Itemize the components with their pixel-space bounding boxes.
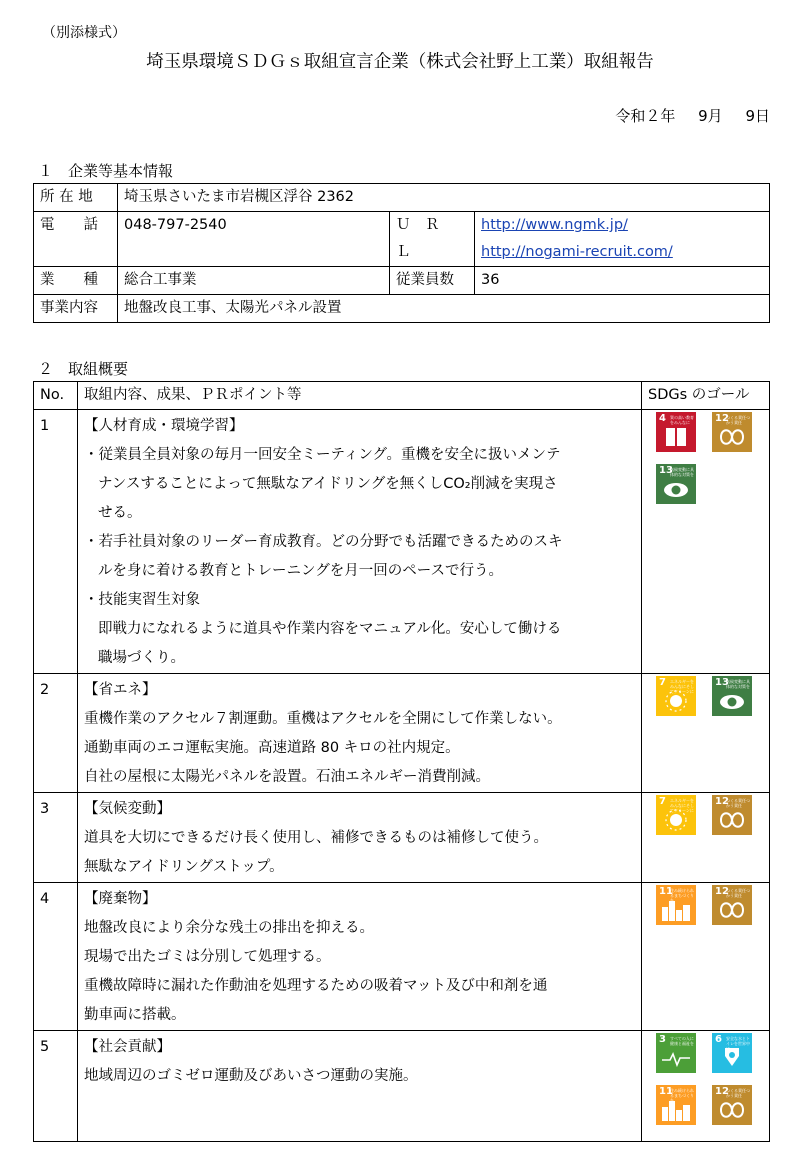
row-number: 1 — [34, 410, 78, 674]
company-url-link[interactable]: http://www.ngmk.jp/ — [481, 217, 628, 233]
sdg-goal-13-icon — [656, 464, 696, 504]
sdg-goal-label: つくる責任つかう責任 — [726, 798, 750, 808]
content-line: 自社の屋根に太陽光パネルを設置。石油エネルギー消費削減。 — [84, 769, 490, 785]
document-title: 埼玉県環境ＳＤＧｓ取組宣言企業（株式会社野上工業）取組報告 — [146, 52, 654, 72]
content-line: 【人材育成・環境学習】 — [84, 418, 244, 434]
content-line: 現場で出たゴミは分別して処理する。 — [84, 949, 331, 965]
business-row — [34, 295, 770, 323]
section1-heading: １ 企業等基本情報 — [38, 162, 174, 180]
date-era: 令和２年 — [615, 107, 676, 125]
content-line: 通勤車両のエコ運転実施。高速道路 80 キロの社内規定。 — [84, 740, 460, 756]
sdg-goal-7-icon — [656, 676, 696, 716]
sdg-goal-label: つくる責任つかう責任 — [726, 1088, 750, 1098]
sdg-goal-number: 12 — [715, 796, 729, 807]
sdg-goal-12-icon — [712, 1085, 752, 1125]
industry-label: 業 種 — [34, 267, 118, 295]
phone-value: 048-797-2540 — [118, 212, 390, 267]
sdg-goal-number: 13 — [659, 465, 673, 476]
content-line: 【省エネ】 — [84, 682, 157, 698]
content-line: ・若手社員対象のリーダー育成教育。どの分野でも活躍できるためのスキ — [84, 534, 563, 550]
url-label: Ｕ Ｒ Ｌ — [390, 212, 475, 267]
date-month: 9月 — [698, 107, 723, 125]
address-value: 埼玉県さいたま市岩槻区浮谷 2362 — [118, 184, 770, 212]
content-line: 道具を大切にできるだけ長く使用し、補修できるものは補修して使う。 — [84, 830, 548, 846]
content-line: 地域周辺のゴミゼロ運動及びあいさつ運動の実施。 — [84, 1068, 418, 1084]
content-line: 無駄なアイドリングストップ。 — [84, 859, 284, 875]
col-content-header: 取組内容、成果、ＰＲポイント等 — [78, 382, 642, 410]
sdg-goal-label: 気候変動に具体的な対策を — [670, 467, 694, 477]
sdg-goal-label: すべての人に健康と福祉を — [670, 1036, 694, 1046]
sdg-goal-6-icon — [712, 1033, 752, 1073]
sdg-goal-label: 気候変動に具体的な対策を — [726, 679, 750, 689]
employees-value: 36 — [475, 267, 770, 295]
row-goals — [642, 1031, 770, 1142]
content-line: 【廃棄物】 — [84, 891, 157, 907]
report-date — [597, 105, 770, 126]
row-number: 5 — [34, 1031, 78, 1142]
sdg-goal-label: 住み続けられるまちづくりを — [670, 1088, 694, 1103]
sdg-goal-12-icon — [712, 885, 752, 925]
business-value: 地盤改良工事、太陽光パネル設置 — [118, 295, 770, 323]
recruit-url-link[interactable]: http://nogami-recruit.com/ — [481, 244, 673, 260]
summary-row — [34, 883, 770, 1031]
date-day: 9日 — [745, 107, 770, 125]
sdg-goal-11-icon — [656, 1085, 696, 1125]
content-line: ・技能実習生対象 — [84, 592, 200, 608]
form-tag: （別添様式） — [42, 25, 126, 41]
sdg-goal-number: 7 — [659, 796, 666, 807]
url-cell-1 — [475, 212, 770, 240]
sdg-goal-label: エネルギーをみんなにそしてクリーンに — [670, 798, 694, 813]
row-number: 2 — [34, 674, 78, 793]
row-number: 4 — [34, 883, 78, 1031]
content-line: 職場づくり。 — [98, 650, 185, 666]
content-line: せる。 — [98, 505, 142, 521]
row-goals — [642, 674, 770, 793]
sdg-goal-label: つくる責任つかう責任 — [726, 888, 750, 898]
summary-header-row — [34, 382, 770, 410]
row-content — [78, 674, 642, 793]
sdg-goal-label: 安全な水とトイレを世界中に — [726, 1036, 750, 1051]
summary-row — [34, 793, 770, 883]
summary-row — [34, 1031, 770, 1142]
sdg-goal-number: 11 — [659, 1086, 673, 1097]
sdg-goal-label: エネルギーをみんなにそしてクリーンに — [670, 679, 694, 694]
row-content — [78, 410, 642, 674]
sdg-goal-number: 6 — [715, 1034, 722, 1045]
sdg-goal-number: 13 — [715, 677, 729, 688]
url-cell-2 — [475, 239, 770, 267]
content-line: 即戦力になれるように道具や作業内容をマニュアル化。安心して働ける — [98, 621, 562, 637]
phone-url-row — [34, 212, 770, 240]
col-no-header: No. — [34, 382, 78, 410]
business-label: 事業内容 — [34, 295, 118, 323]
row-content — [78, 793, 642, 883]
col-goals-header: SDGs のゴール — [642, 382, 770, 410]
content-line: ルを身に着ける教育とトレーニングを月一回のペースで行う。 — [98, 563, 503, 579]
content-line: 重機故障時に漏れた作動油を処理するための吸着マット及び中和剤を通 — [84, 978, 548, 994]
content-line: ・従業員全員対象の毎月一回安全ミーティング。重機を安全に扱いメンテ — [84, 447, 561, 463]
row-number: 3 — [34, 793, 78, 883]
industry-row — [34, 267, 770, 295]
phone-label: 電 話 — [34, 212, 118, 267]
sdg-goal-11-icon — [656, 885, 696, 925]
row-goals — [642, 793, 770, 883]
sdg-goal-number: 3 — [659, 1034, 666, 1045]
sdg-goal-number: 11 — [659, 886, 673, 897]
sdg-goal-13-icon — [712, 676, 752, 716]
sdg-goal-label: 質の高い教育をみんなに — [670, 415, 694, 425]
sdg-goal-number: 12 — [715, 886, 729, 897]
industry-value: 総合工事業 — [118, 267, 390, 295]
sdg-goal-number: 7 — [659, 677, 666, 688]
row-goals — [642, 410, 770, 674]
sdg-goal-label: つくる責任つかう責任 — [726, 415, 750, 425]
sdg-goal-4-icon — [656, 412, 696, 452]
sdg-goal-7-icon — [656, 795, 696, 835]
sdg-goal-3-icon — [656, 1033, 696, 1073]
employees-label: 従業員数 — [390, 267, 475, 295]
summary-table — [33, 381, 770, 1142]
content-line: 【社会貢献】 — [84, 1039, 171, 1055]
content-line: 地盤改良により余分な残土の排出を抑える。 — [84, 920, 374, 936]
row-goals — [642, 883, 770, 1031]
content-line: 【気候変動】 — [84, 801, 171, 817]
summary-row — [34, 410, 770, 674]
content-line: 勤車両に搭載。 — [84, 1007, 186, 1023]
sdg-goal-12-icon — [712, 412, 752, 452]
content-line: 重機作業のアクセル７割運動。重機はアクセルを全開にして作業しない。 — [84, 711, 562, 727]
row-content — [78, 1031, 642, 1142]
sdg-goal-number: 12 — [715, 1086, 729, 1097]
row-content — [78, 883, 642, 1031]
summary-row — [34, 674, 770, 793]
address-row — [34, 184, 770, 212]
sdg-goal-label: 住み続けられるまちづくりを — [670, 888, 694, 903]
section2-heading: ２ 取組概要 — [38, 360, 129, 378]
sdg-goal-12-icon — [712, 795, 752, 835]
content-line: ナンスすることによって無駄なアイドリングを無くしCO₂削減を実現さ — [98, 476, 558, 492]
sdg-goal-number: 12 — [715, 413, 729, 424]
sdg-goal-number: 4 — [659, 413, 666, 424]
address-label: 所 在 地 — [34, 184, 118, 212]
basic-info-table — [33, 183, 770, 323]
